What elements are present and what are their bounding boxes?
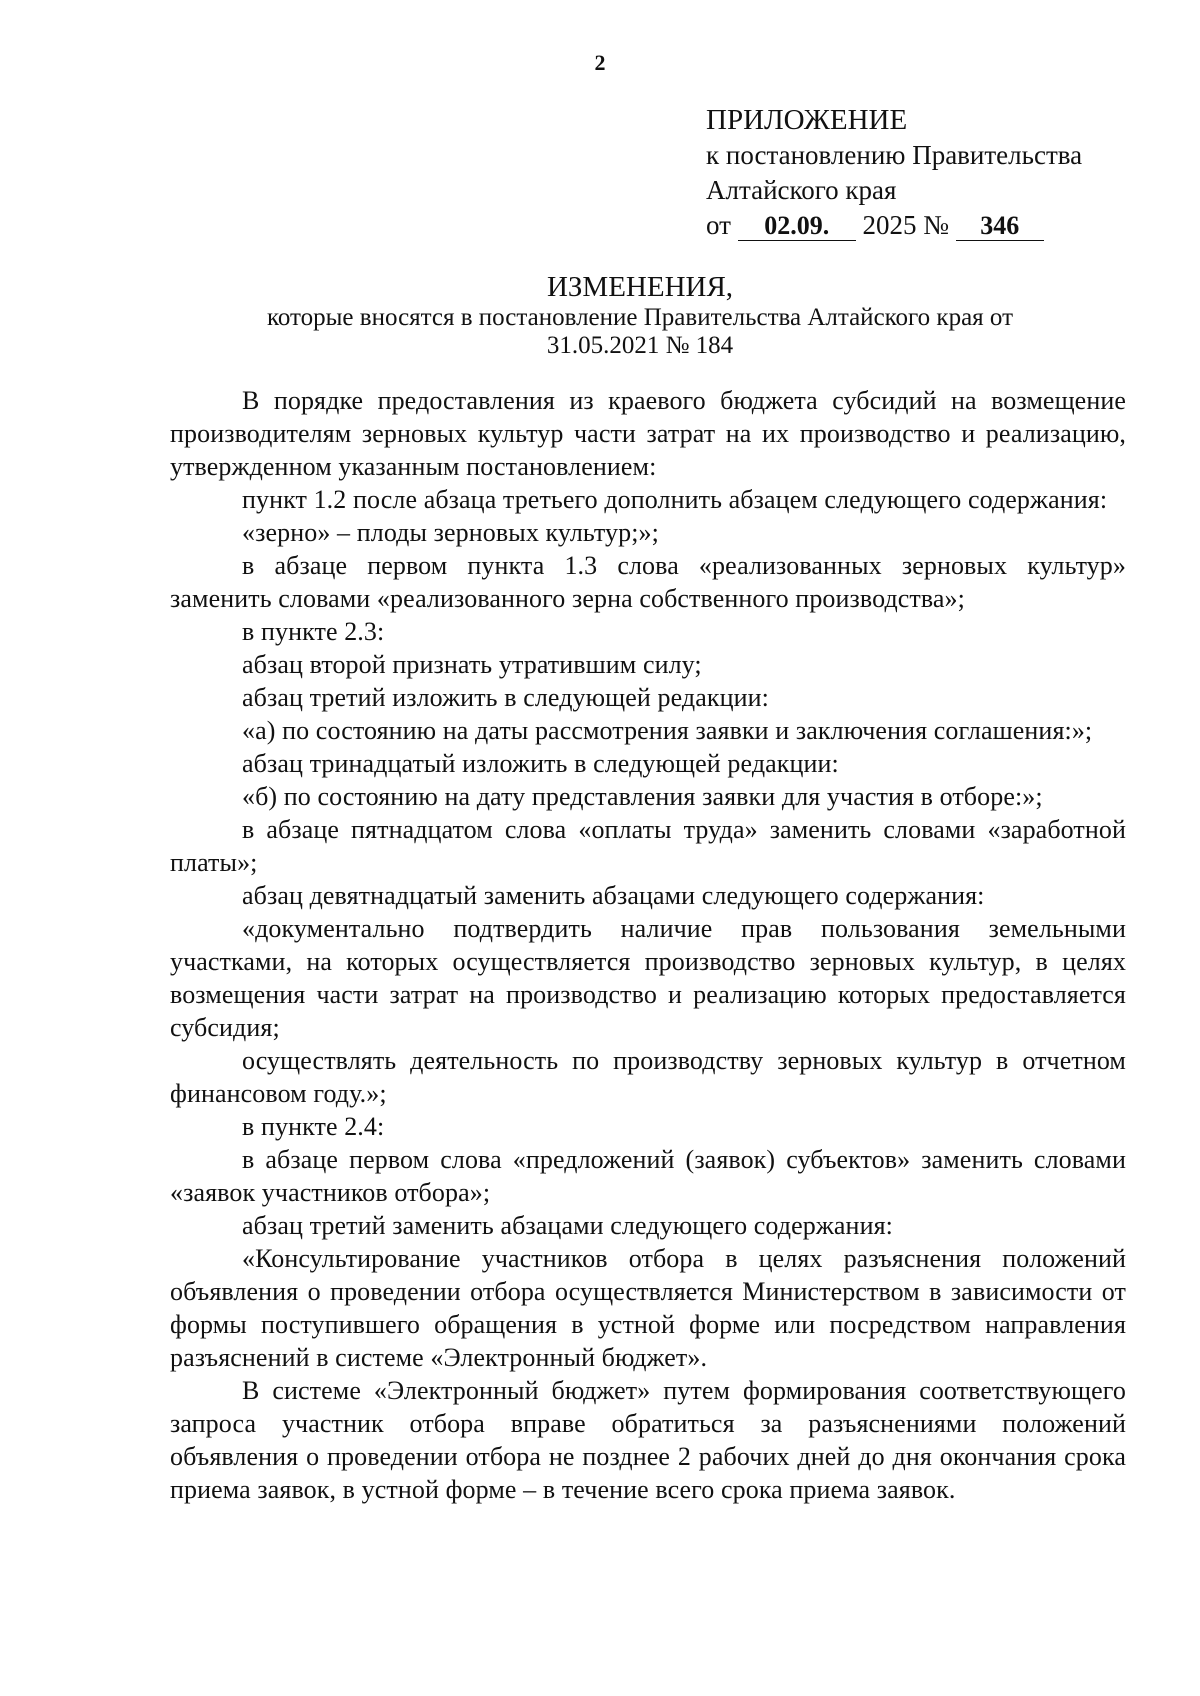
from-label: от [706,210,731,240]
document-subtitle-line-1: которые вносятся в постановление Правительства Алтайского края от [266,304,1014,331]
paragraph: абзац третий заменить абзацами следующего содержания: [242,1211,893,1240]
number-field: 346 [956,212,1044,241]
paragraph: «документально подтвердить наличие прав пользования земельными участками, на которых осуществляется производство зерновых культур, в целях возмещения части затрат на производство и реализацию которых предоставляется субсидия; [170,914,1126,1042]
paragraph: в пункте 2.4: [242,1112,385,1141]
paragraph: абзац тринадцатый изложить в следующей редакции: [242,749,839,778]
paragraph: В системе «Электронный бюджет» путем формирования соответствующего запроса участник отбора вправе обратиться за разъяснениями положений объявления о проведении отбора не позднее 2 рабочих дней до дня окончания срока приема заявок, в устной форме – в течение всего срока приема заявок. [170,1376,1126,1504]
paragraph: в пункте 2.3: [242,617,385,646]
paragraph: абзац девятнадцатый заменить абзацами следующего содержания: [242,881,985,910]
appendix-date-line [706,208,1082,243]
appendix-block [706,103,1082,243]
paragraph: пункт 1.2 после абзаца третьего дополнить абзацем следующего содержания: [242,485,1108,514]
paragraph: абзац третий изложить в следующей редакции: [242,683,769,712]
page-number: 2 [594,50,606,75]
paragraph: «б) по состоянию на дату представления заявки для участия в отборе:»; [242,782,1043,811]
paragraph: в абзаце первом слова «предложений (заявок) субъектов» заменить словами «заявок участников отбора»; [170,1145,1126,1207]
paragraph: в абзаце первом пункта 1.3 слова «реализованных зерновых культур» заменить словами «реализованного зерна собственного производства»; [170,551,1126,613]
number-sign: № [923,210,949,240]
paragraph: в абзаце пятнадцатом слова «оплаты труда» заменить словами «заработной платы»; [170,815,1126,877]
paragraph: «Консультирование участников отбора в целях разъяснения положений объявления о проведении отбора осуществляется Министерством в зависимости от формы поступившего обращения в устной форме или посредством направления разъяснений в системе «Электронный бюджет». [170,1244,1126,1372]
appendix-heading: ПРИЛОЖЕНИЕ [706,104,908,136]
paragraph: осуществлять деятельность по производству зерновых культур в отчетном финансовом году.»; [170,1046,1126,1108]
date-field: 02.09. [738,212,856,241]
paragraph: абзац второй признать утратившим силу; [242,650,702,679]
document-subtitle-line-2: 31.05.2021 № 184 [546,332,734,359]
document-body [170,384,1126,1506]
year: 2025 [862,210,917,240]
paragraph: «зерно» – плоды зерновых культур;»; [242,518,659,547]
title-block [160,270,1120,360]
paragraph: «а) по состоянию на даты рассмотрения заявки и заключения соглашения:»; [242,716,1093,745]
paragraph: В порядке предоставления из краевого бюджета субсидий на возмещение производителям зерновых культур части затрат на их производство и реализацию, утвержденном указанным постановлением: [170,386,1126,481]
appendix-line-1: к постановлению Правительства [706,140,1083,170]
document-title: ИЗМЕНЕНИЯ, [546,271,734,303]
appendix-line-2: Алтайского края [706,175,897,205]
